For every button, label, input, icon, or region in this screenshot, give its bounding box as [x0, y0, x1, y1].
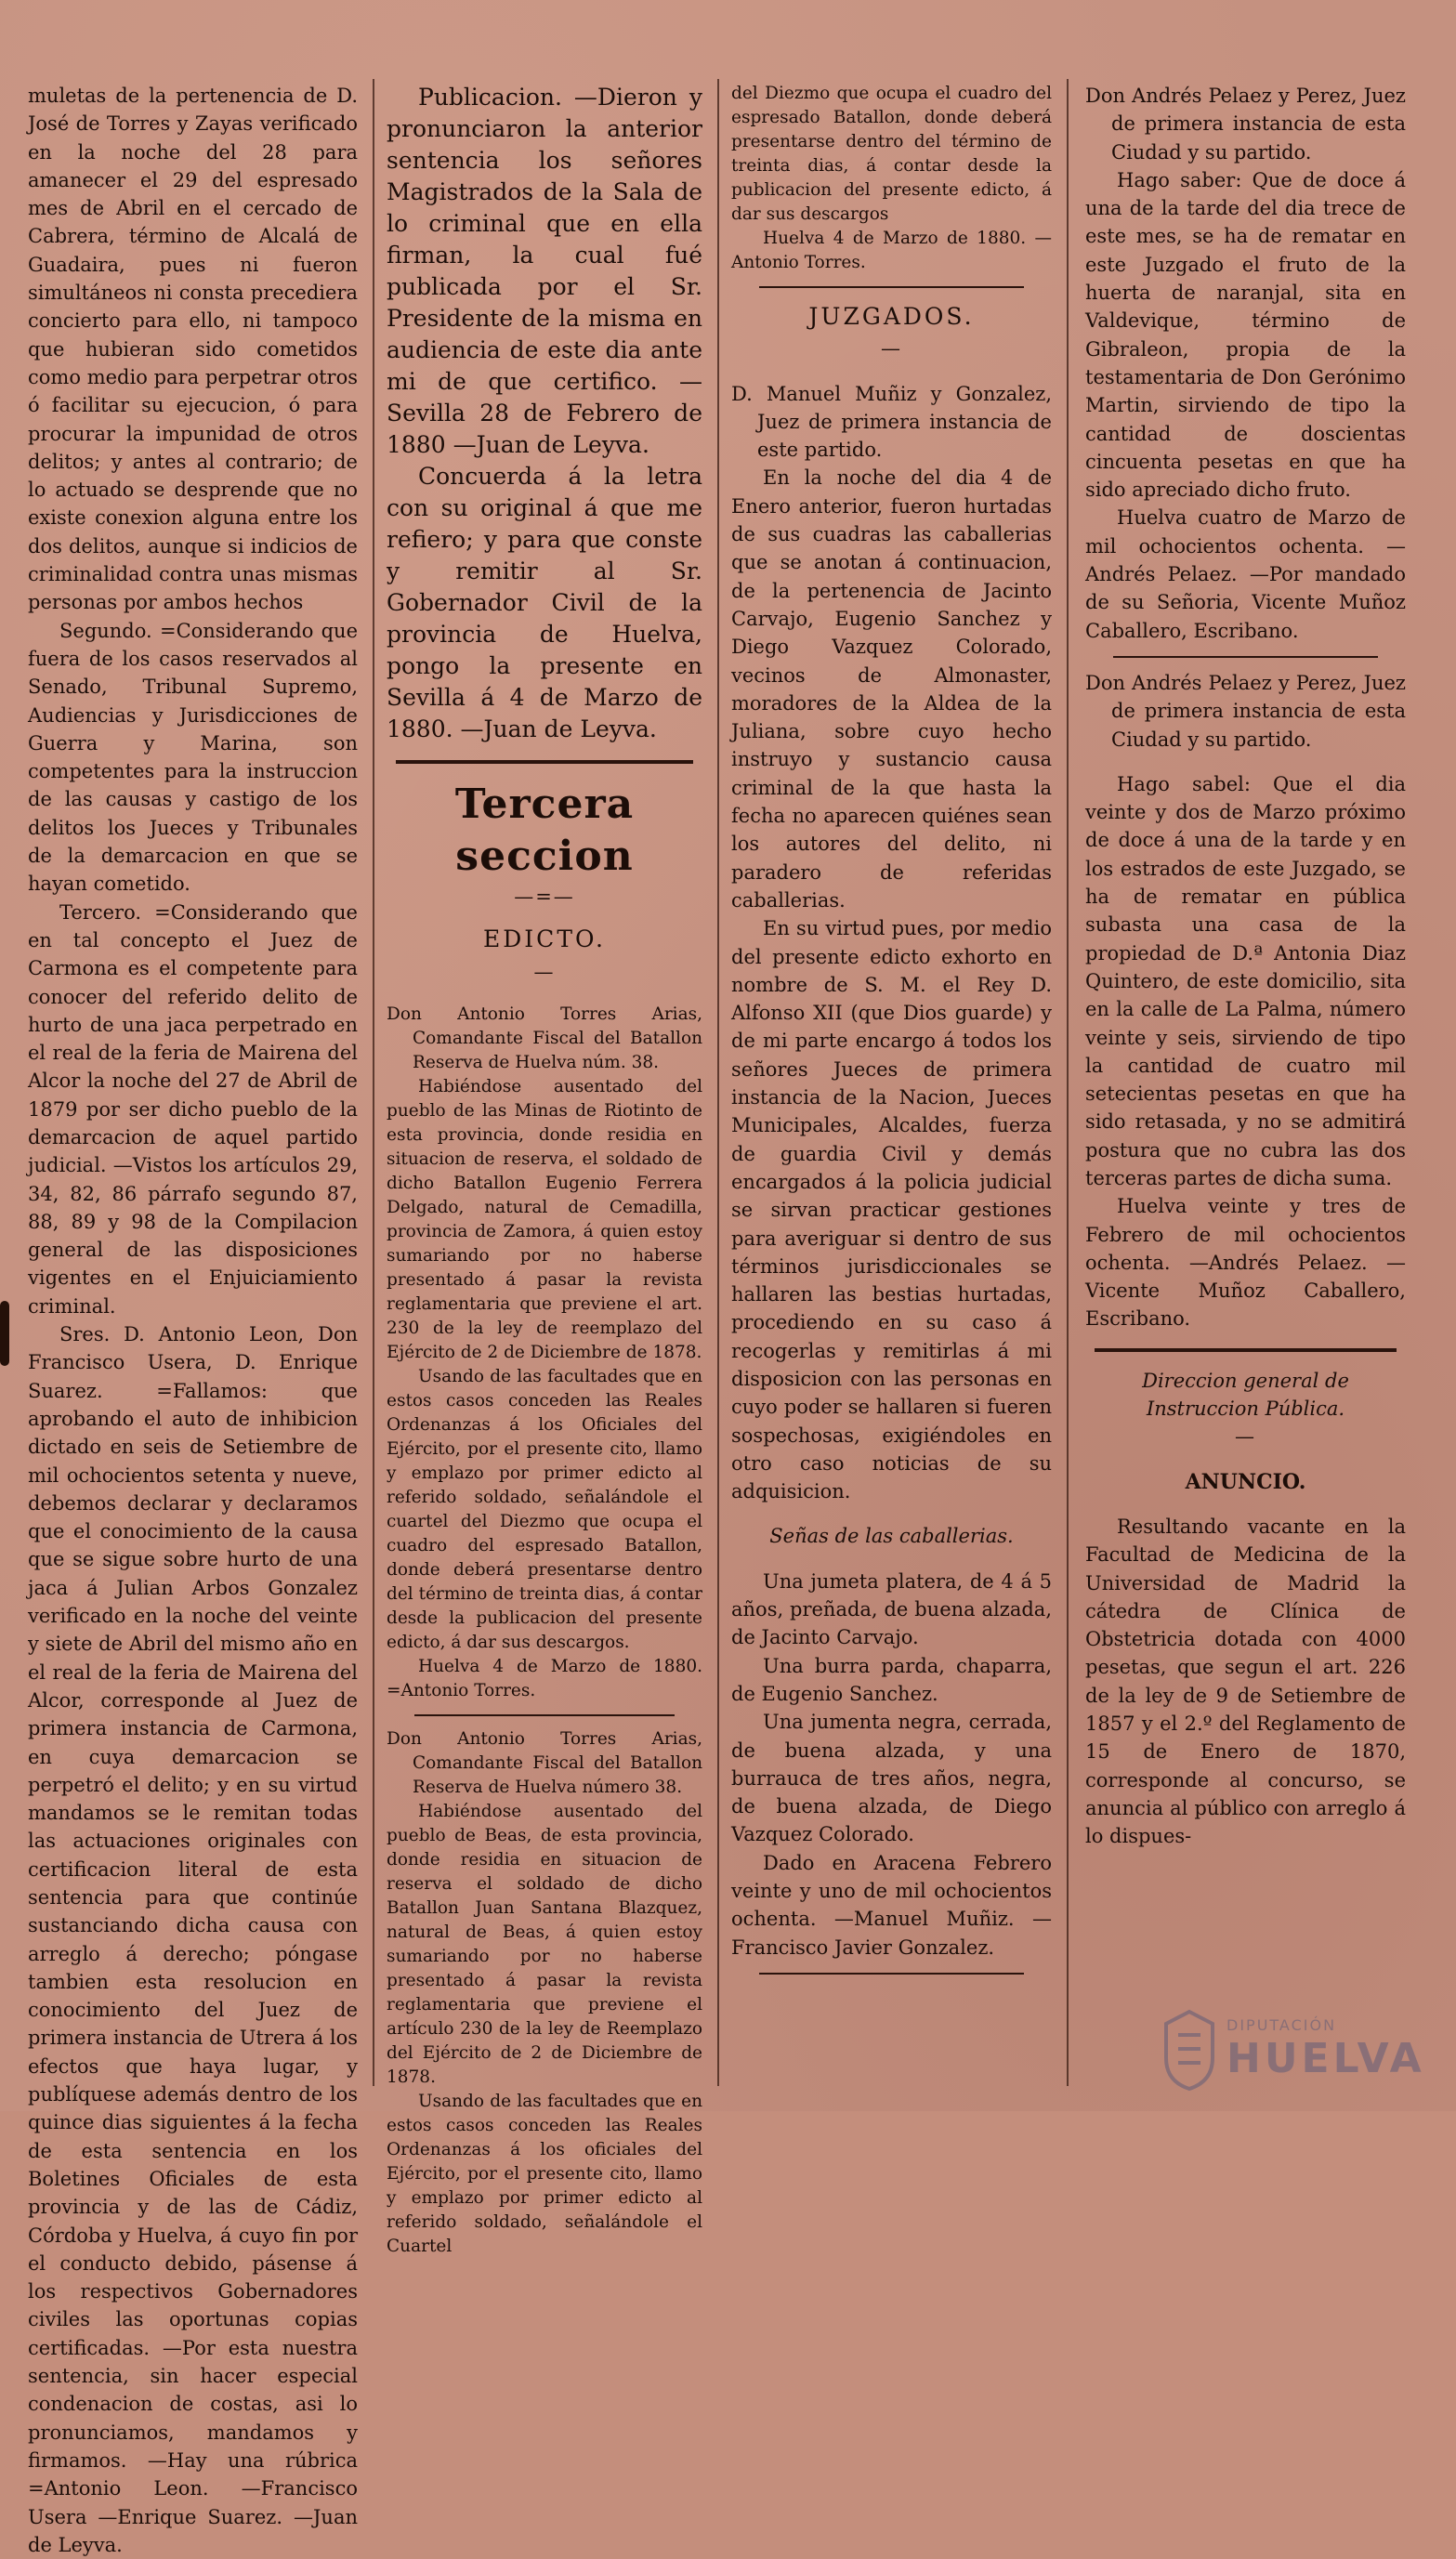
divider: [1095, 1348, 1397, 1352]
paragraph: Hago sabel: Que el dia veinte y dos de Marzo próximo de doce á una de la tarde y en los estrados de este Juzgado, se ha de rematar en pública subasta una casa de la propiedad de D.ª Antonia Diaz Quintero, de este domicilio, sita en la calle de La Palma, número veinte y seis, sirviendo de tipo la cantidad de cuatro mil setecientas pesetas en que ha sido retasada, y no se admitirá postura que no cubra las dos terceras partes de dicha suma.: [1085, 772, 1406, 1189]
dash: —: [881, 337, 902, 361]
paragraph: Habiéndose ausentado del pueblo de Beas, de esta provincia, donde residia en situacion de reserva el soldado de dicho Batallon Juan Santana Blazquez, natural de Beas, á quien estoy sumariando por no haberse presentado á pasar la revista reglamentaria que previene el artículo 230 de la ley de Reemplazo del Ejército de 2 de Diciembre de 1878.: [387, 1801, 702, 2087]
paragraph: del Diezmo que ocupa el cuadro del espresado Batallon, donde deberá presentarse dentro del término de treinta dias, á contar desde la publicacion del presente edicto, á dar sus descargos: [731, 84, 1052, 224]
paragraph: Publicacion. —Dieron y pronunciaron la anterior sentencia los señores Magistrados de la Sala de lo criminal que en ella firman, la cual fué publicada por el Sr. Presidente de la misma en audiencia de este dia ante mi de que certifico. —Sevilla 28 de Febrero de 1880 —Juan de Leyva.: [387, 84, 702, 458]
signature: Dado en Aracena Febrero veinte y uno de mil ochocientos ochenta. —Manuel Muñiz. —Francisco Javier Gonzalez.: [731, 1851, 1052, 1959]
paragraph: En la noche del dia 4 de Enero anterior, fueron hurtadas de sus cuadras las caballerias que se anotan á continuacion, de la pertenencia de Jacinto Carvajo, Eugenio Sanchez y Diego Vazquez Colorado, vecinos de Almonaster, moradores de la Aldea de la Juliana, sobre cuyo hecho instruyo y sustancio causa criminal de la que hasta la fecha no aparecen quiénes sean los autores del delito, ni paradero de referidas caballerias.: [731, 466, 1052, 912]
paragraph: Resultando vacante en la Facultad de Medicina de la Universidad de Madrid la cátedra de Clínica de Obstetricia dotada con 4000 pesetas, que segun el art. 226 de la ley de 9 de Setiembre de 1857 y el 2.º del Reglamento de 15 de Enero de 1870, corresponde al concurso, se anuncia al público con arreglo á lo dispues-: [1085, 1515, 1406, 1848]
dash: —: [533, 960, 556, 983]
subheading: Señas de las caballerias.: [769, 1525, 1014, 1548]
paragraph: Concuerda á la letra con su original á que me refiero; y para que conste y remitir al Sr. Gobernador Civil de la provincia de Huelva, pongo la presente en Sevilla á 4 de Marzo de 1880. —Juan de Leyva.: [387, 463, 702, 742]
divider: [759, 286, 1024, 288]
paragraph: Hago saber: Que de doce á una de la tarde del dia trece de este mes, se ha de rematar en este Juzgado el fruto de la huerta de naranjal, sita en Valdevique, término de Gibraleon, propia de la testamentaria de Don Gerónimo Martin, sirviendo de tipo la cantidad de doscientas cincuenta pesetas en que ha sido apreciado dicho fruto.: [1085, 168, 1406, 502]
crest-icon: [1161, 2007, 1217, 2091]
signature: Huelva 4 de Marzo de 1880. —Antonio Torres.: [731, 229, 1052, 272]
section-title: Tercera seccion: [454, 781, 635, 880]
notice-header: Don Andrés Pelaez y Perez, Juez de primera instancia de esta Ciudad y su partido.: [1085, 85, 1406, 164]
divider: [396, 760, 693, 764]
paragraph: Habiéndose ausentado del pueblo de las Minas de Riotinto de esta provincia, donde residia en situacion de reserva, el soldado de dicho Batallon Eugenio Ferrera Delgado, natural de Cemadilla, provincia de Zamora, á quien estoy sumariando por no haberse presentado á pasar la revista reglamentaria que previene el art. 230 de la ley de reemplazo del Ejército de 2 de Diciembre de 1878.: [387, 1076, 702, 1362]
divider: [1113, 656, 1378, 658]
column-rule-3: [1067, 79, 1069, 2086]
signature: Huelva 4 de Marzo de 1880. =Antonio Torres.: [387, 1656, 702, 1700]
column-4: [1085, 82, 1406, 2089]
dash: —: [1235, 1425, 1256, 1449]
column-1: [28, 82, 358, 2556]
watermark-text: HUELVA: [1226, 2035, 1425, 2082]
divider: [414, 1714, 675, 1716]
paragraph: Sres. D. Antonio Leon, Don Francisco Usera, D. Enrique Suarez. =Fallamos: que aprobando el auto de inhibicion dictado en seis de Setiembre de mil ochocientos setenta y nueve, debemos declarar y declaramos que el conocimiento de la causa que se sigue sobre hurto de una jaca á Julian Arbos Gonzalez verificado en la noche del veinte y siete de Abril del mismo año en el real de la feria de Mairena del Alcor, corresponde al Juez de primera instancia de Carmona, en cuya demarcacion se perpetró el delito; y en su virtud mandamos se le remitan todas las actuaciones originales con certificacion literal de esta sentencia para que continúe sustanciando dicha causa con arreglo á derecho; póngase tambien esta resolucion en conocimiento del Juez de primera instancia de Utrera á los efectos que haya lugar, y publíquese además dentro de los quince dias siguientes á la fecha de esta sentencia en los Boletines Oficiales de esta provincia y de las de Cádiz, Córdoba y Huelva, á cuyo fin por el conducto debido, pásense á los respectivos Gobernadores civiles las oportunas copias certificadas. —Por esta nuestra sentencia, sin hacer especial condenacion de costas, asi lo pronunciamos, mandamos y firmamos. —Hay una rúbrica =Antonio Leon. —Francisco Usera —Enrique Suarez. —Juan de Leyva.: [28, 1323, 358, 2556]
column-rule-1: [373, 79, 374, 2086]
edict-header: Don Antonio Torres Arias, Comandante Fiscal del Batallon Reserva de Huelva número 38.: [387, 1728, 702, 1797]
edicto-heading: EDICTO.: [483, 925, 606, 953]
paragraph: Usando de las facultades que en estos casos conceden las Reales Ordenanzas á los oficiales del Ejército, por el presente cito, llamo y emplazo por primer edicto al referido soldado, señalándole el Cuartel: [387, 2091, 702, 2256]
list-item: Una burra parda, chaparra, de Eugenio Sanchez.: [731, 1654, 1052, 1705]
anuncio-heading: ANUNCIO.: [1185, 1469, 1306, 1494]
juzgados-heading: JUZGADOS.: [808, 303, 975, 330]
divider: [759, 1973, 1024, 1975]
list-item: Una jumenta negra, cerrada, de buena alzada, y una burrauca de tres años, negra, de buena alzada, de Diego Vazquez Colorado.: [731, 1711, 1052, 1846]
ink-blot: [0, 1301, 9, 1366]
notice-header: Don Andrés Pelaez y Perez, Juez de primera instancia de esta Ciudad y su partido.: [1085, 671, 1406, 751]
notice-header: D. Manuel Muñiz y Gonzalez, Juez de primera instancia de este partido.: [731, 382, 1052, 462]
paragraph: muletas de la pertenencia de D. José de Torres y Zayas verificado en la noche del 28 para amanecer el 29 del espresado mes de Abril en el cercado de Cabrera, término de Alcalá de Guadaira, pues ni fueron simultáneos ni consta precediera concierto para ello, ni tampoco que hubieran sido cometidos como medio para perpetrar otros ó facilitar su ejecucion, ó para procurar la impunidad de otros delitos; y antes al contrario; de lo actuado se desprende que no existe conexion alguna entre los dos delitos, aunque si indicios de criminalidad contra unas mismas personas por ambos hechos: [28, 85, 358, 614]
paragraph: Usando de las facultades que en estos casos conceden las Reales Ordenanzas á los Oficiales del Ejército, por el presente cito, llamo y emplazo por primer edicto al referido soldado, señalándole el cuartel del Diezmo que ocupa el cuadro del espresado Batallon, donde deberá presentarse dentro del término de treinta dias, á contar desde la publicacion del presente edicto, á dar sus descargos.: [387, 1366, 702, 1652]
column-3: [731, 82, 1052, 2089]
subheading: Direccion general de Instruccion Pública.: [1142, 1369, 1349, 1421]
watermark-subtext: DIPUTACIÓN: [1226, 2016, 1337, 2034]
paragraph: En su virtud pues, por medio del presente edicto exhorto en nombre de S. M. el Rey D. Alfonso XII (que Dios guarde) y de mi parte encargo á todos los señores Jueces de primera instancia de la Nacion, Jueces Municipales, Alcaldes, fuerza de guardia Civil y demás encargados á la policia judicial se sirvan practicar gestiones para averiguar si dentro de sus términos jurisdiccionales se hallaren las bestias hurtadas, procediendo en su caso á recogerlas y remitirlas á mi disposicion con las personas en cuyo poder se hallaren si fueren sospechosas, exigiéndoles en otro caso noticias de su adquisicion.: [731, 917, 1052, 1503]
column-2: [387, 82, 702, 2256]
separator: —=—: [514, 886, 575, 908]
edict-header: Don Antonio Torres Arias, Comandante Fiscal del Batallon Reserva de Huelva núm. 38.: [387, 1004, 702, 1072]
column-rule-2: [717, 79, 719, 2086]
paragraph: Segundo. =Considerando que fuera de los casos reservados al Senado, Tribunal Supremo, Audiencias y Jurisdicciones de Guerra y Marina, son competentes para la instruccion de las causas y castigo de los delitos los Jueces y Tribunales de la demarcacion en que se hayan cometido.: [28, 619, 358, 896]
watermark-logo: [1161, 2007, 1440, 2100]
paragraph: Huelva cuatro de Marzo de mil ochocientos ochenta. —Andrés Pelaez. —Por mandado de su Señoria, Vicente Muñoz Caballero, Escribano.: [1085, 506, 1406, 642]
list-item: Una jumeta platera, de 4 á 5 años, preñada, de buena alzada, de Jacinto Carvajo.: [731, 1569, 1052, 1649]
paragraph: Tercero. =Considerando que en tal concepto el Juez de Carmona es el competente para conocer del referido delito de hurto de una jaca perpetrado en el real de la feria de Mairena del Alcor la noche del 27 de Abril de 1879 por ser dicho pueblo de la demarcacion de aquel partido judicial. —Vistos los artículos 29, 34, 82, 86 párrafo segundo 87, 88, 89 y 98 de la Compilacion general de las disposiciones vigentes en el Enjuiciamiento criminal.: [28, 900, 358, 1318]
paragraph: Huelva veinte y tres de Febrero de mil ochocientos ochenta. —Andrés Pelaez. —Vicente Muñoz Caballero, Escribano.: [1085, 1195, 1406, 1331]
